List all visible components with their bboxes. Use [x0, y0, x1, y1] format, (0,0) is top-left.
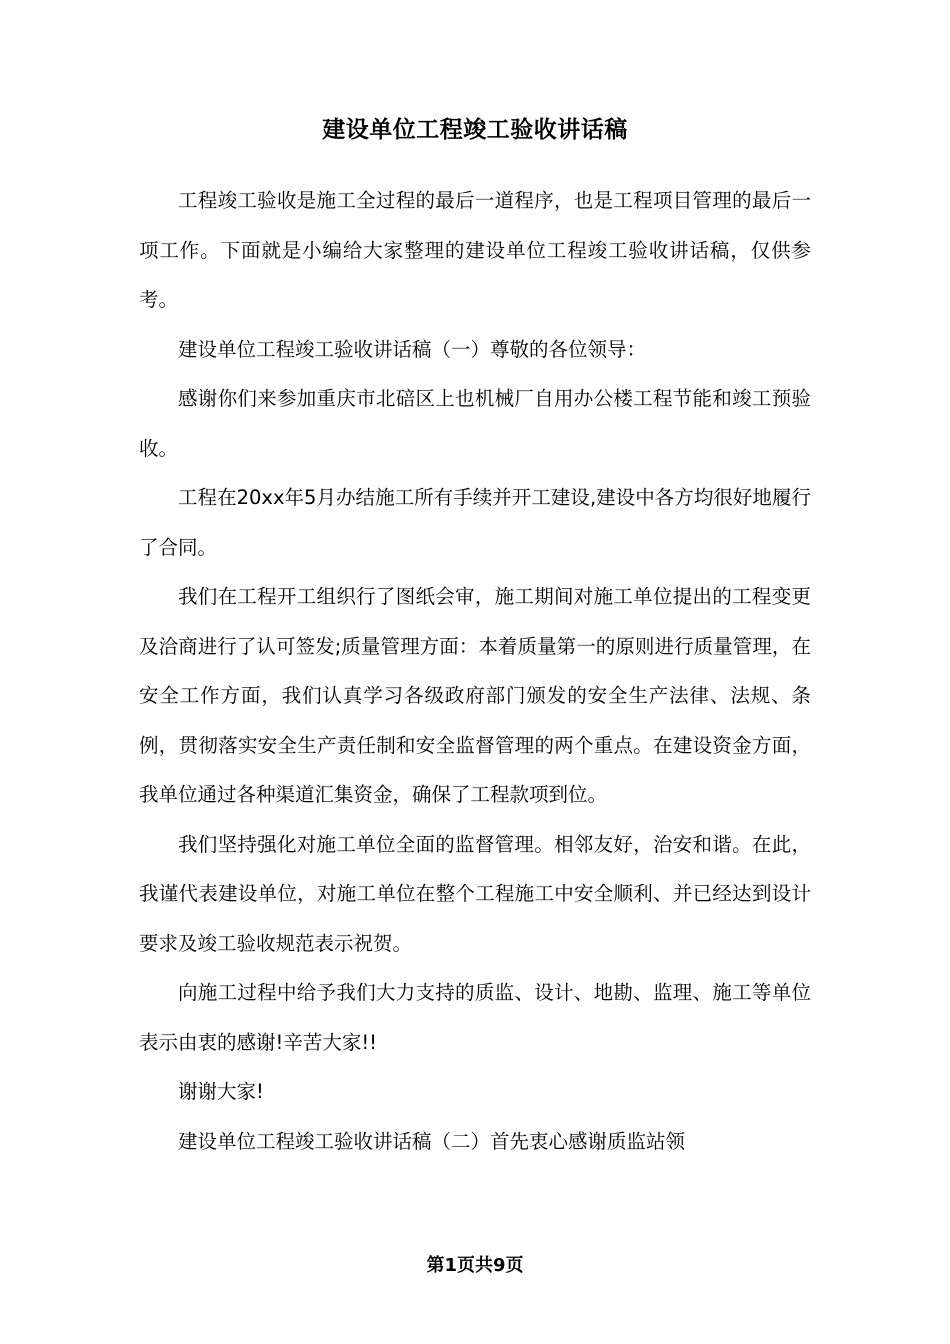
paragraph-gratitude: 向施工过程中给予我们大力支持的质监、设计、地勘、监理、施工等单位表示由衷的感谢!辛苦大家!! [139, 981, 811, 1054]
document-title: 建设单位工程竣工验收讲话稿 [322, 117, 628, 143]
page-number-footer: 第1页共9页 [426, 1255, 524, 1276]
paragraph-management: 我们在工程开工组织行了图纸会审，施工期间对施工单位提出的工程变更及洽商进行了认可签发;质量管理方面：本着质量第一的原则进行质量管理，在安全工作方面，我们认真学习各级政府部门颁发的安全生产法律、法规、条例，贯彻落实安全生产责任制和安全监督管理的两个重点。在建设资金方面，我单位通过各种渠道汇集资金，确保了工程款项到位。 [139, 585, 811, 806]
paragraph-construction-start: 工程在20xx年5月办结施工所有手续并开工建设,建设中各方均很好地履行了合同。 [139, 486, 811, 559]
paragraph-thanks-attendance: 感谢你们来参加重庆市北碚区上也机械厂自用办公楼工程节能和竣工预验收。 [139, 387, 811, 460]
document-body [139, 176, 811, 1166]
paragraph-closing: 谢谢大家! [178, 1080, 264, 1103]
paragraph-speech-two-heading: 建设单位工程竣工验收讲话稿（二）首先衷心感谢质监站领 [178, 1129, 686, 1153]
paragraph-speech-one-heading: 建设单位工程竣工验收讲话稿（一）尊敬的各位领导： [178, 337, 647, 361]
paragraph-supervision: 我们坚持强化对施工单位全面的监督管理。相邻友好，治安和谐。在此，我谨代表建设单位，对施工单位在整个工程施工中安全顺利、并已经达到设计要求及竣工验收规范表示祝贺。 [139, 832, 811, 955]
paragraph-intro: 工程竣工验收是施工全过程的最后一道程序，也是工程项目管理的最后一项工作。下面就是小编给大家整理的建设单位工程竣工验收讲话稿，仅供参考。 [139, 189, 811, 311]
